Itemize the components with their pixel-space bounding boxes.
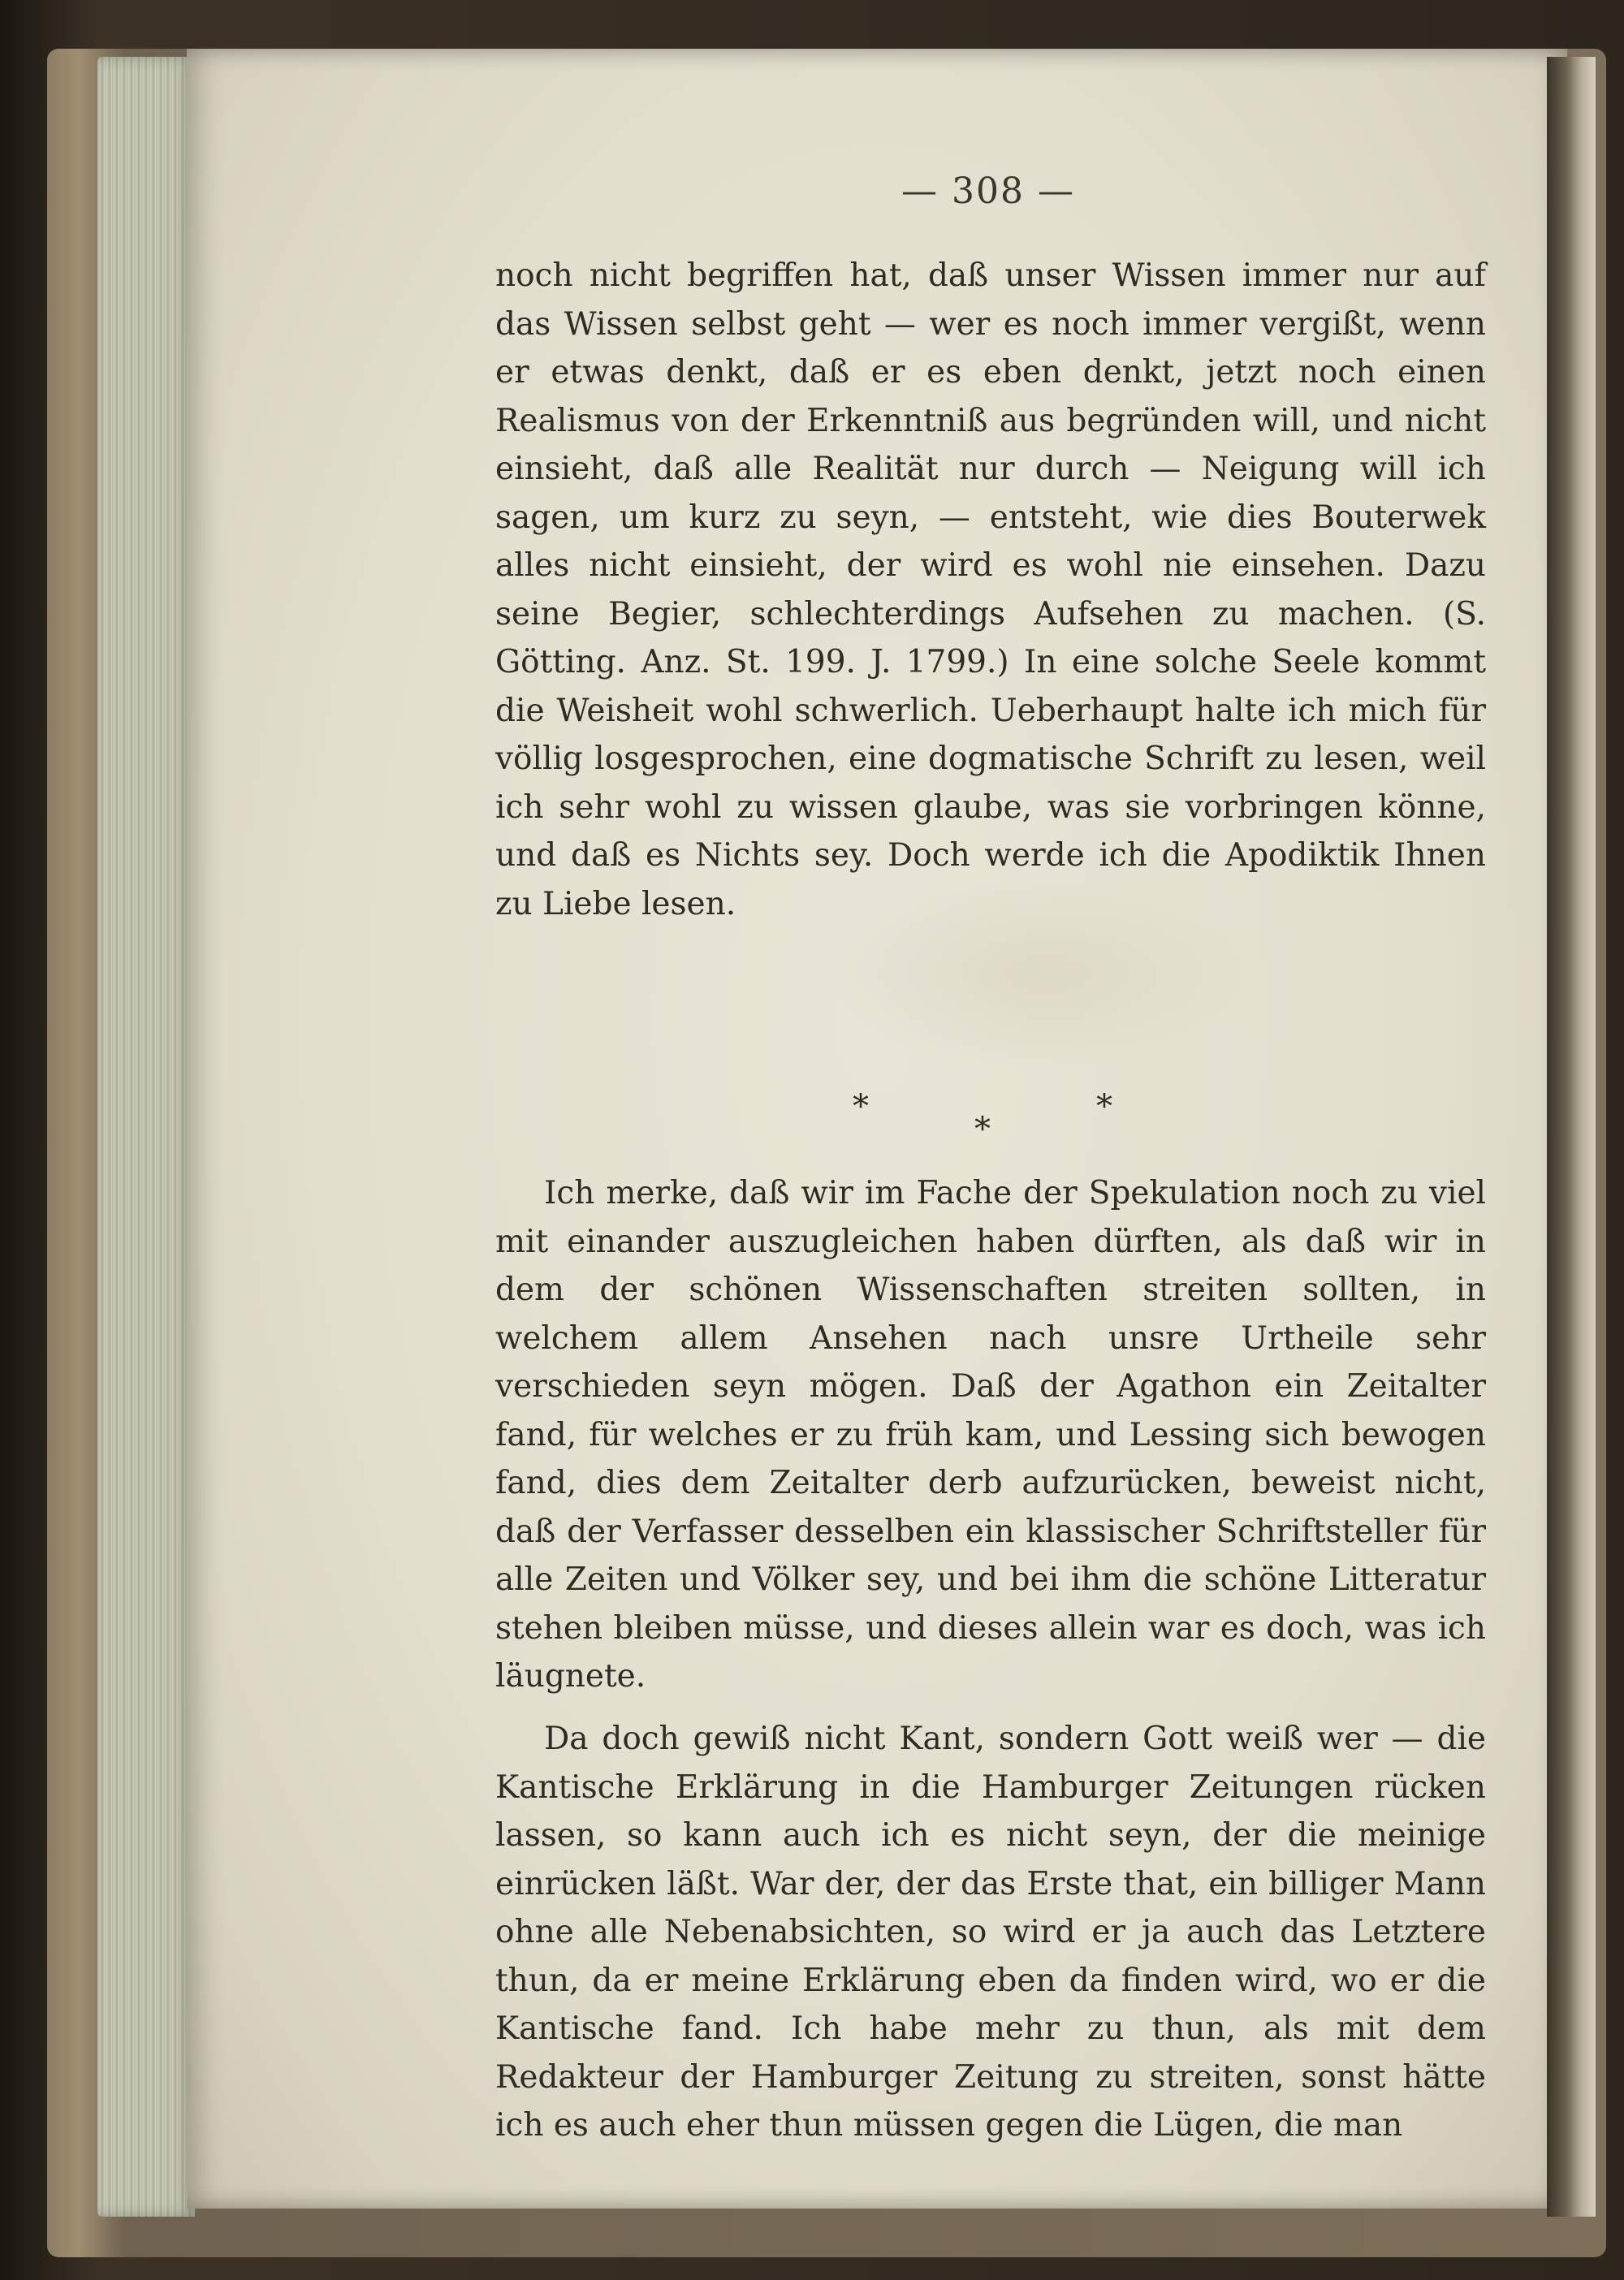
section-separator	[853, 1088, 1226, 1153]
paragraph-2: Ich merke, daß wir im Fache der Spekulation noch zu viel mit einander auszugleichen haben dürften, als daß wir in dem der schönen Wissenschaften streiten sollten, in welchem allem Ansehen nach unsre Urtheile sehr verschieden seyn mögen. Daß der Agathon ein Zeitalter fand, für welches er zu früh kam, und Lessing sich bewogen fand, dies dem Zeitalter derb aufzurücken, beweist nicht, daß der Verfasser desselben ein klassischer Schriftsteller für alle Zeiten und Völker sey, und bei ihm die schöne Litteratur stehen bleiben müsse, und dieses allein war es doch, was ich läugnete.	[495, 1175, 1486, 1695]
paragraph-1: noch nicht begriffen hat, daß unser Wissen immer nur auf das Wissen selbst geht — wer es noch immer vergißt, wenn er etwas denkt, daß er es eben denkt, jetzt noch einen Realismus von der Erkenntniß aus begründen will, und nicht einsieht, daß alle Realität nur durch — Neigung will ich sagen, um kurz zu seyn, — entsteht, wie dies Bouterwek alles nicht einsieht, der wird es wohl nie einsehen. Dazu seine Begier, schlechterdings Aufsehen zu machen. (S. Götting. Anz. St. 199. J. 1799.) In eine solche Seele kommt die Weisheit wohl schwerlich. Ueberhaupt halte ich mich für völlig losgesprochen, eine dogmatische Schrift zu lesen, weil ich sehr wohl zu wissen glaube, was sie vorbringen könne, und daß es Nichts sey. Doch werde ich die Apodiktik Ihnen zu Liebe lesen.	[495, 257, 1486, 922]
asterisk-1: *	[853, 1088, 869, 1125]
page-number: — 308 —	[901, 171, 1075, 212]
asterisk-3: *	[1096, 1088, 1112, 1125]
book-gutter	[1547, 57, 1596, 2217]
paragraph-3: Da doch gewiß nicht Kant, sondern Gott weiß wer — die Kantische Erklärung in die Hamburger Zeitungen rücken lassen, so kann auch ich es nicht seyn, der die meinige einrücken läßt. War der, der das Erste that, ein billiger Mann ohne alle Nebenabsichten, so wird er ja auch das Letztere thun, da er meine Erklärung eben da finden wird, wo er die Kantische fand. Ich habe mehr zu thun, als mit dem Redakteur der Hamburger Zeitung zu streiten, sonst hätte ich es auch eher thun müssen gegen die Lügen, die man	[495, 1721, 1486, 2144]
asterisk-2: *	[974, 1111, 991, 1148]
page-edges	[97, 57, 195, 2217]
